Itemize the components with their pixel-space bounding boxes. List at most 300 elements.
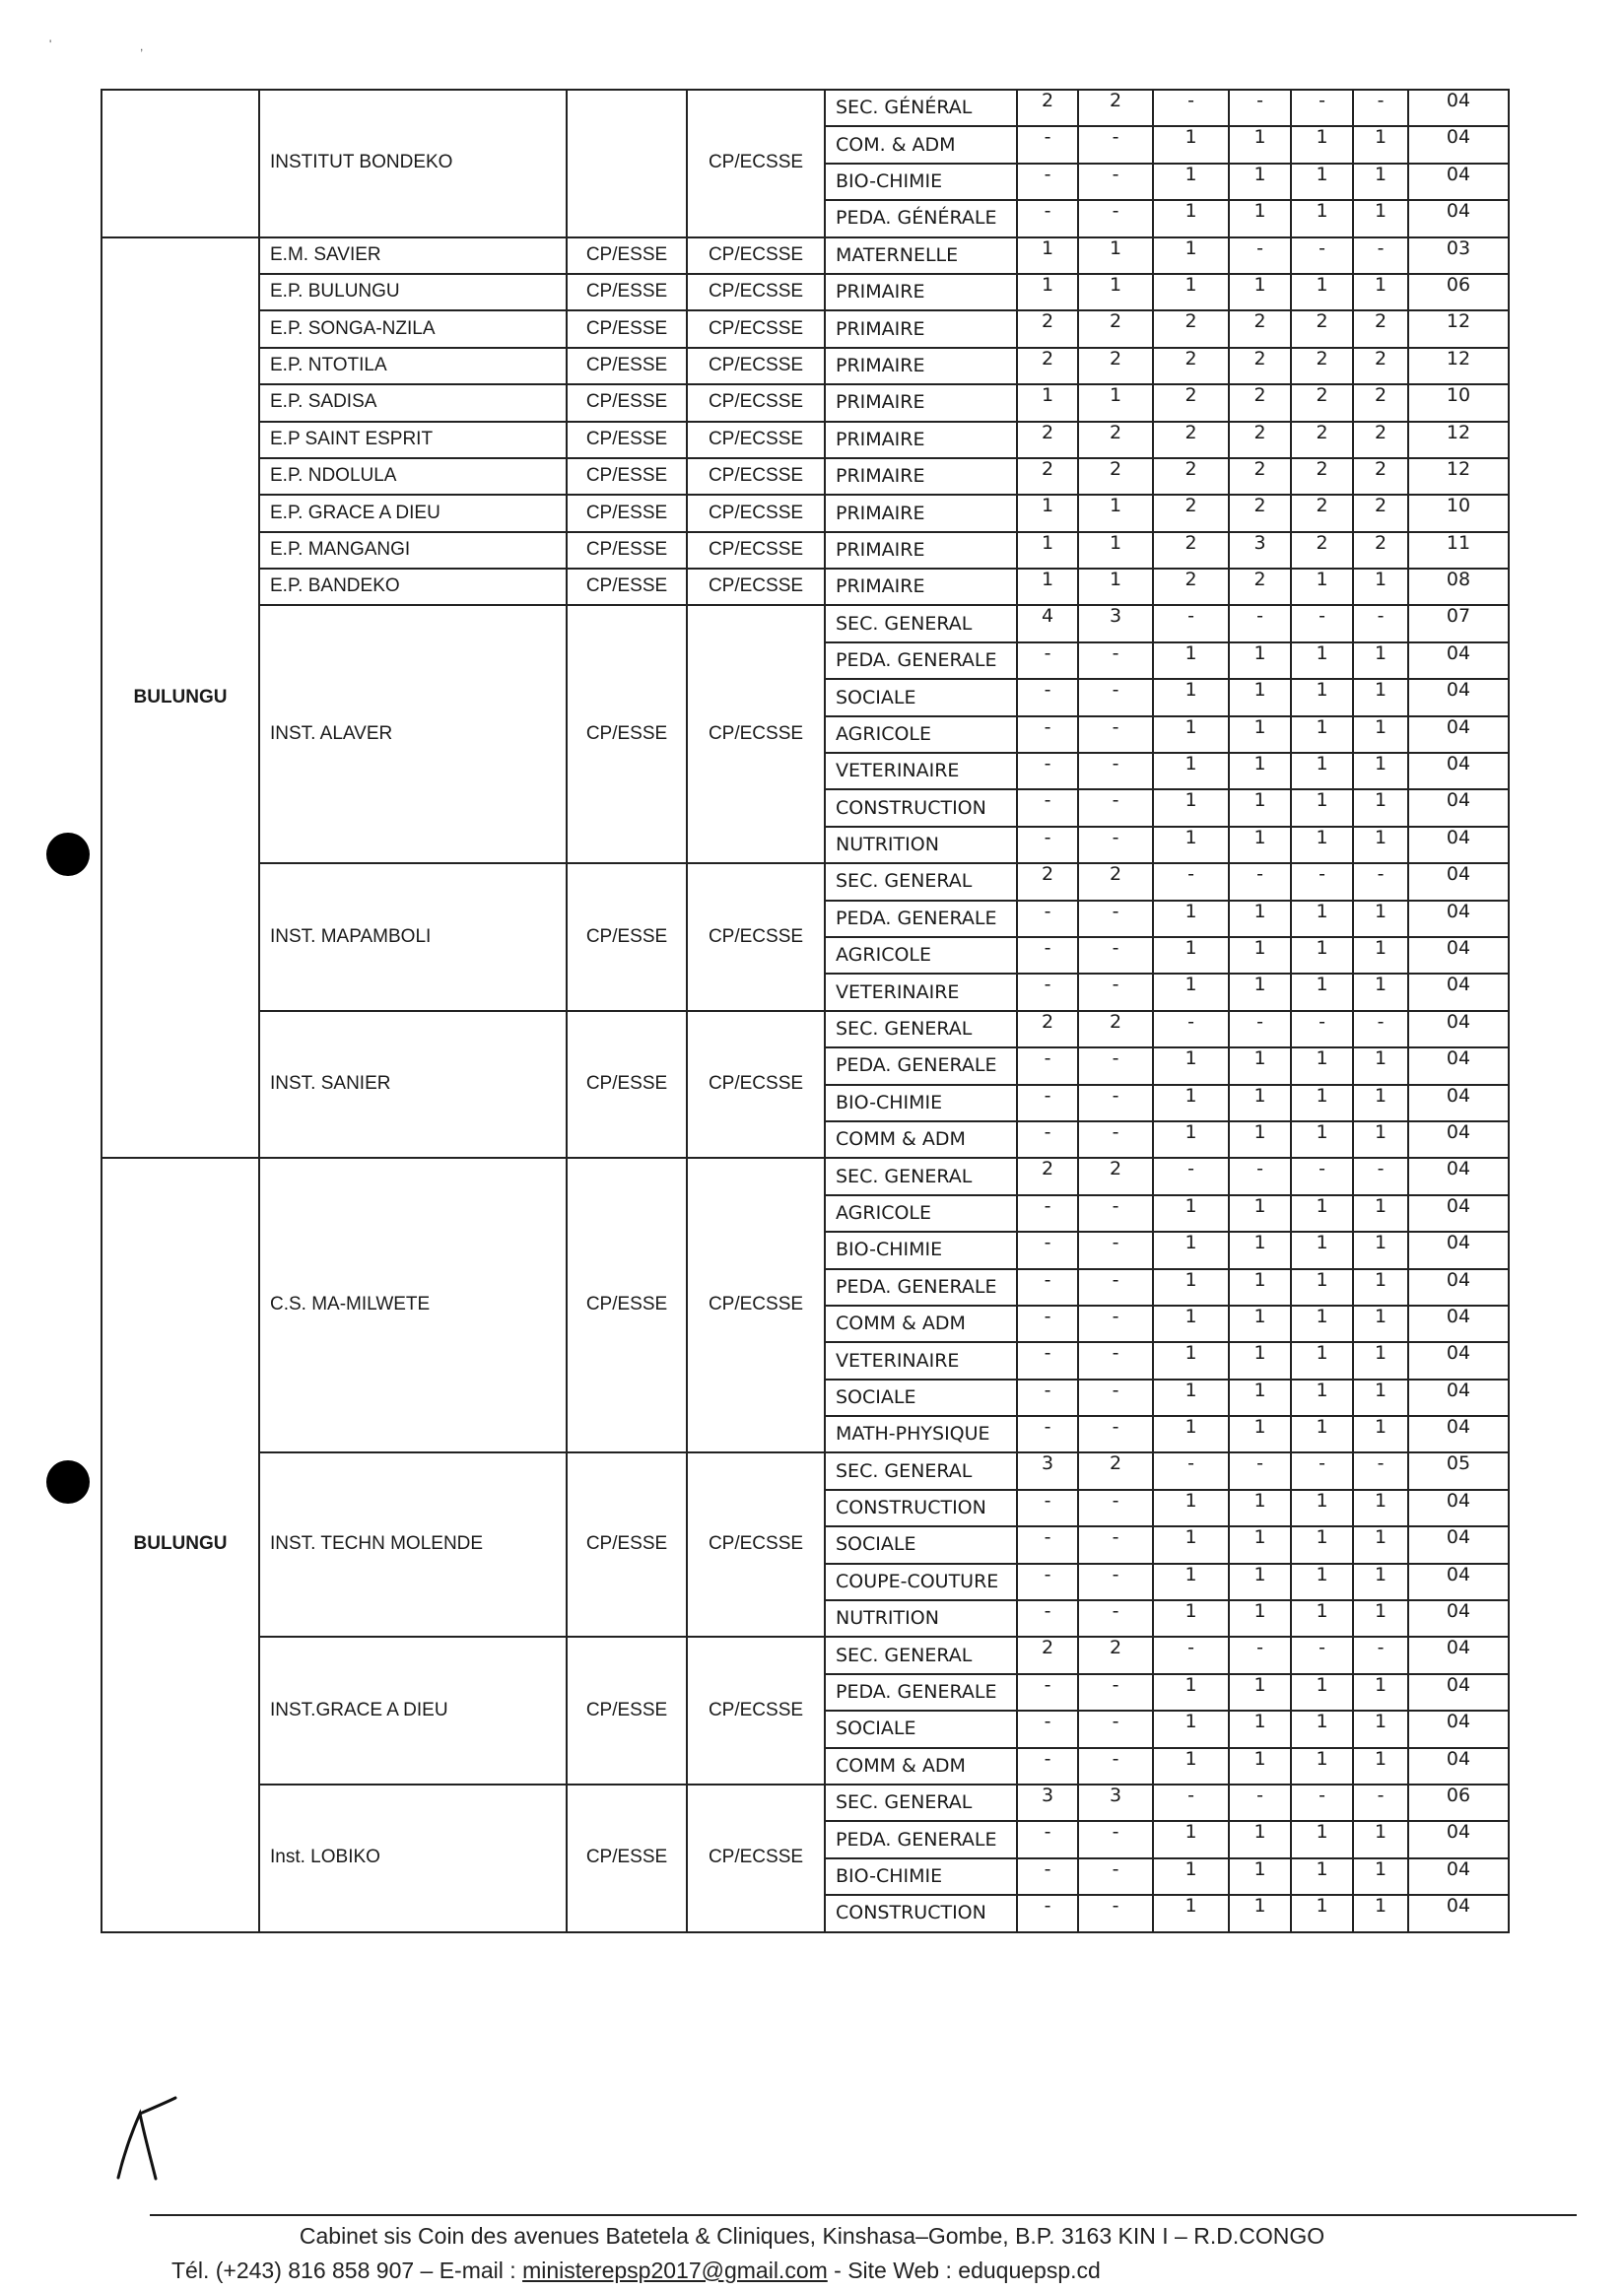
count-cell: 2 — [1078, 458, 1153, 495]
count-cell: - — [1353, 1637, 1408, 1673]
count-cell: 1 — [1153, 1490, 1229, 1526]
count-cell: - — [1078, 974, 1153, 1010]
count-cell: - — [1017, 679, 1078, 715]
count-cell: 2 — [1291, 384, 1353, 421]
option-cell: PEDA. GENERALE — [825, 1269, 1017, 1306]
count-cell: 1 — [1291, 1674, 1353, 1711]
footer-email-link[interactable]: ministerepsp2017@gmail.com — [522, 2257, 828, 2283]
count-cell: 1 — [1229, 937, 1291, 974]
count-cell: 1 — [1153, 1380, 1229, 1416]
count-cell: 1 — [1353, 716, 1408, 753]
option-cell: PRIMAIRE — [825, 422, 1017, 458]
count-cell: 1 — [1229, 1306, 1291, 1342]
count-cell: 1 — [1078, 532, 1153, 569]
total-cell: 04 — [1408, 90, 1509, 126]
count-cell: 1 — [1229, 716, 1291, 753]
school-name-cell: INST. TECHN MOLENDE — [259, 1452, 567, 1637]
count-cell: 2 — [1078, 1637, 1153, 1673]
count-cell: 3 — [1078, 1785, 1153, 1821]
total-cell: 04 — [1408, 679, 1509, 715]
count-cell: 1 — [1353, 1195, 1408, 1232]
count-cell: 1 — [1353, 1047, 1408, 1084]
count-cell: 2 — [1153, 569, 1229, 605]
count-cell: 2 — [1229, 348, 1291, 384]
option-cell: PEDA. GENERALE — [825, 1674, 1017, 1711]
scan-mark: ' — [49, 37, 52, 51]
option-cell: SEC. GENERAL — [825, 605, 1017, 641]
school-name-cell: INSTITUT BONDEKO — [259, 90, 567, 237]
total-cell: 12 — [1408, 310, 1509, 347]
total-cell: 04 — [1408, 1416, 1509, 1452]
count-cell: 1 — [1291, 789, 1353, 826]
count-cell: 1 — [1153, 1858, 1229, 1895]
count-cell: - — [1017, 1085, 1078, 1121]
total-cell: 08 — [1408, 569, 1509, 605]
cp-esse-cell: CP/ESSE — [567, 1452, 687, 1637]
count-cell: - — [1017, 753, 1078, 789]
count-cell: 1 — [1353, 789, 1408, 826]
option-cell: SEC. GENERAL — [825, 1011, 1017, 1047]
total-cell: 04 — [1408, 901, 1509, 937]
table-row — [102, 863, 1509, 900]
count-cell: 1 — [1229, 974, 1291, 1010]
count-cell: - — [1078, 1085, 1153, 1121]
total-cell: 04 — [1408, 642, 1509, 679]
count-cell: - — [1078, 1342, 1153, 1379]
count-cell: - — [1229, 237, 1291, 274]
count-cell: 1 — [1229, 1674, 1291, 1711]
count-cell: 2 — [1017, 1158, 1078, 1194]
count-cell: 2 — [1353, 532, 1408, 569]
count-cell: 1 — [1229, 1342, 1291, 1379]
count-cell: 2 — [1229, 569, 1291, 605]
count-cell: 1 — [1353, 974, 1408, 1010]
count-cell: 1 — [1291, 1232, 1353, 1268]
count-cell: - — [1017, 1306, 1078, 1342]
count-cell: - — [1017, 200, 1078, 236]
count-cell: - — [1017, 642, 1078, 679]
count-cell: 1 — [1353, 937, 1408, 974]
count-cell: 1 — [1353, 679, 1408, 715]
total-cell: 04 — [1408, 1674, 1509, 1711]
count-cell: 1 — [1229, 274, 1291, 310]
count-cell: - — [1078, 164, 1153, 200]
count-cell: 1 — [1153, 642, 1229, 679]
count-cell: 1 — [1291, 827, 1353, 863]
count-cell: 2 — [1291, 348, 1353, 384]
total-cell: 04 — [1408, 1380, 1509, 1416]
count-cell: 1 — [1229, 1858, 1291, 1895]
option-cell: PRIMAIRE — [825, 384, 1017, 421]
option-cell: PRIMAIRE — [825, 348, 1017, 384]
count-cell: - — [1353, 1452, 1408, 1489]
count-cell: - — [1153, 1637, 1229, 1673]
count-cell: - — [1078, 1748, 1153, 1785]
option-cell: PRIMAIRE — [825, 458, 1017, 495]
count-cell: 1 — [1353, 164, 1408, 200]
count-cell: 1 — [1353, 827, 1408, 863]
count-cell: - — [1153, 1452, 1229, 1489]
count-cell: 1 — [1229, 1711, 1291, 1747]
count-cell: 2 — [1017, 422, 1078, 458]
option-cell: VETERINAIRE — [825, 1342, 1017, 1379]
count-cell: 1 — [1291, 1121, 1353, 1158]
count-cell: 2 — [1291, 422, 1353, 458]
count-cell: 1 — [1229, 679, 1291, 715]
table-row — [102, 1785, 1509, 1821]
count-cell: 1 — [1153, 679, 1229, 715]
count-cell: - — [1078, 1121, 1153, 1158]
count-cell: 1 — [1291, 164, 1353, 200]
count-cell: - — [1017, 164, 1078, 200]
cp-esse-cell — [567, 90, 687, 237]
count-cell: - — [1291, 1785, 1353, 1821]
count-cell: 1 — [1229, 126, 1291, 163]
total-cell: 04 — [1408, 1158, 1509, 1194]
count-cell: 1 — [1229, 1047, 1291, 1084]
count-cell: 2 — [1291, 495, 1353, 531]
count-cell: 1 — [1229, 789, 1291, 826]
count-cell: 1 — [1078, 495, 1153, 531]
signature-mark — [110, 2094, 179, 2183]
total-cell: 04 — [1408, 937, 1509, 974]
total-cell: 04 — [1408, 1306, 1509, 1342]
count-cell: 2 — [1153, 348, 1229, 384]
count-cell: - — [1153, 1158, 1229, 1194]
count-cell: - — [1017, 1564, 1078, 1600]
cp-ecsse-cell: CP/ECSSE — [687, 532, 825, 569]
count-cell: - — [1017, 1380, 1078, 1416]
count-cell: - — [1353, 863, 1408, 900]
count-cell: - — [1078, 1564, 1153, 1600]
cp-esse-cell: CP/ESSE — [567, 495, 687, 531]
location-cell: BULUNGU — [102, 1158, 259, 1931]
count-cell: 1 — [1229, 827, 1291, 863]
total-cell: 04 — [1408, 1821, 1509, 1857]
count-cell: 1 — [1229, 1564, 1291, 1600]
cp-esse-cell: CP/ESSE — [567, 348, 687, 384]
cp-ecsse-cell: CP/ECSSE — [687, 495, 825, 531]
footer-website: - Site Web : eduquepsp.cd — [827, 2257, 1101, 2283]
total-cell: 05 — [1408, 1452, 1509, 1489]
count-cell: - — [1291, 863, 1353, 900]
count-cell: - — [1078, 1269, 1153, 1306]
count-cell: 3 — [1229, 532, 1291, 569]
school-name-cell: E.P. BANDEKO — [259, 569, 567, 605]
count-cell: 1 — [1078, 274, 1153, 310]
count-cell: 1 — [1229, 1490, 1291, 1526]
count-cell: - — [1078, 937, 1153, 974]
count-cell: 2 — [1153, 422, 1229, 458]
option-cell: SEC. GENERAL — [825, 1158, 1017, 1194]
count-cell: 2 — [1017, 458, 1078, 495]
footer-divider — [150, 2214, 1577, 2216]
count-cell: - — [1078, 1047, 1153, 1084]
count-cell: - — [1017, 1047, 1078, 1084]
total-cell: 10 — [1408, 384, 1509, 421]
count-cell: 1 — [1229, 1416, 1291, 1452]
option-cell: BIO-CHIMIE — [825, 1085, 1017, 1121]
school-name-cell: INST. MAPAMBOLI — [259, 863, 567, 1011]
table-row — [102, 422, 1509, 458]
count-cell: 1 — [1153, 126, 1229, 163]
count-cell: - — [1017, 1526, 1078, 1563]
count-cell: 1 — [1291, 1490, 1353, 1526]
count-cell: - — [1229, 90, 1291, 126]
school-name-cell: E.P. SADISA — [259, 384, 567, 421]
table-row — [102, 1158, 1509, 1194]
count-cell: - — [1078, 827, 1153, 863]
cp-ecsse-cell: CP/ECSSE — [687, 605, 825, 863]
count-cell: 2 — [1353, 458, 1408, 495]
count-cell: - — [1017, 1416, 1078, 1452]
option-cell: NUTRITION — [825, 827, 1017, 863]
cp-ecsse-cell: CP/ECSSE — [687, 1785, 825, 1932]
table-row — [102, 495, 1509, 531]
school-name-cell: E.M. SAVIER — [259, 237, 567, 274]
count-cell: - — [1353, 1785, 1408, 1821]
count-cell: - — [1291, 605, 1353, 641]
cp-ecsse-cell: CP/ECSSE — [687, 237, 825, 274]
count-cell: 2 — [1017, 90, 1078, 126]
table-row — [102, 1637, 1509, 1673]
count-cell: 1 — [1353, 1895, 1408, 1931]
count-cell: 1 — [1229, 1600, 1291, 1637]
count-cell: 2 — [1291, 532, 1353, 569]
total-cell: 06 — [1408, 274, 1509, 310]
count-cell: 2 — [1229, 384, 1291, 421]
count-cell: 1 — [1229, 1821, 1291, 1857]
option-cell: SOCIALE — [825, 1380, 1017, 1416]
option-cell: PEDA. GENERALE — [825, 642, 1017, 679]
total-cell: 04 — [1408, 1748, 1509, 1785]
count-cell: 1 — [1291, 716, 1353, 753]
total-cell: 04 — [1408, 1637, 1509, 1673]
total-cell: 04 — [1408, 1269, 1509, 1306]
count-cell: - — [1078, 1526, 1153, 1563]
count-cell: 2 — [1229, 495, 1291, 531]
count-cell: - — [1017, 1269, 1078, 1306]
count-cell: - — [1078, 716, 1153, 753]
footer-address: Cabinet sis Coin des avenues Batetela & Cliniques, Kinshasa–Gombe, B.P. 3163 KIN I – R.D.CONGO — [299, 2223, 1325, 2249]
total-cell: 04 — [1408, 716, 1509, 753]
punch-hole — [46, 1460, 90, 1504]
count-cell: 1 — [1078, 569, 1153, 605]
count-cell: 2 — [1153, 384, 1229, 421]
total-cell: 12 — [1408, 348, 1509, 384]
count-cell: 1 — [1353, 1858, 1408, 1895]
count-cell: - — [1229, 605, 1291, 641]
count-cell: - — [1078, 1416, 1153, 1452]
count-cell: 1 — [1353, 126, 1408, 163]
count-cell: 1 — [1078, 384, 1153, 421]
count-cell: 1 — [1153, 1674, 1229, 1711]
cp-esse-cell: CP/ESSE — [567, 569, 687, 605]
count-cell: - — [1017, 1232, 1078, 1268]
count-cell: 1 — [1353, 1600, 1408, 1637]
option-cell: PRIMAIRE — [825, 569, 1017, 605]
count-cell: - — [1078, 1380, 1153, 1416]
count-cell: 1 — [1353, 1416, 1408, 1452]
count-cell: 1 — [1153, 937, 1229, 974]
count-cell: - — [1017, 1711, 1078, 1747]
count-cell: 2 — [1078, 1452, 1153, 1489]
count-cell: 1 — [1353, 569, 1408, 605]
footer-contact — [171, 2257, 1101, 2284]
count-cell: - — [1017, 1895, 1078, 1931]
count-cell: - — [1078, 1490, 1153, 1526]
count-cell: 2 — [1017, 348, 1078, 384]
option-cell: COMM & ADM — [825, 1121, 1017, 1158]
count-cell: 1 — [1153, 1748, 1229, 1785]
count-cell: 1 — [1353, 1748, 1408, 1785]
count-cell: - — [1291, 1637, 1353, 1673]
count-cell: - — [1078, 1232, 1153, 1268]
option-cell: SEC. GÉNÉRAL — [825, 90, 1017, 126]
count-cell: - — [1078, 1895, 1153, 1931]
total-cell: 04 — [1408, 200, 1509, 236]
count-cell: 1 — [1153, 1195, 1229, 1232]
cp-esse-cell: CP/ESSE — [567, 863, 687, 1011]
count-cell: - — [1153, 1011, 1229, 1047]
count-cell: - — [1017, 1748, 1078, 1785]
count-cell: 1 — [1229, 1748, 1291, 1785]
cp-ecsse-cell: CP/ECSSE — [687, 1011, 825, 1159]
count-cell: 1 — [1153, 1895, 1229, 1931]
count-cell: - — [1229, 1637, 1291, 1673]
count-cell: 1 — [1017, 274, 1078, 310]
count-cell: - — [1353, 237, 1408, 274]
count-cell: 1 — [1291, 1858, 1353, 1895]
count-cell: 1 — [1353, 200, 1408, 236]
count-cell: 1 — [1291, 274, 1353, 310]
total-cell: 04 — [1408, 1121, 1509, 1158]
count-cell: 1 — [1229, 1895, 1291, 1931]
total-cell: 04 — [1408, 753, 1509, 789]
count-cell: - — [1078, 1674, 1153, 1711]
count-cell: 2 — [1017, 863, 1078, 900]
total-cell: 04 — [1408, 1342, 1509, 1379]
count-cell: 1 — [1153, 1526, 1229, 1563]
table-row — [102, 310, 1509, 347]
count-cell: 1 — [1291, 569, 1353, 605]
cp-ecsse-cell: CP/ECSSE — [687, 274, 825, 310]
total-cell: 04 — [1408, 1490, 1509, 1526]
count-cell: - — [1017, 1674, 1078, 1711]
count-cell: 2 — [1153, 495, 1229, 531]
count-cell: 1 — [1291, 937, 1353, 974]
total-cell: 04 — [1408, 126, 1509, 163]
table-row — [102, 237, 1509, 274]
total-cell: 04 — [1408, 1711, 1509, 1747]
count-cell: - — [1353, 90, 1408, 126]
table-row — [102, 1452, 1509, 1489]
count-cell: - — [1078, 901, 1153, 937]
count-cell: 1 — [1291, 1895, 1353, 1931]
count-cell: - — [1017, 1490, 1078, 1526]
count-cell: 1 — [1017, 495, 1078, 531]
table-row — [102, 384, 1509, 421]
count-cell: 1 — [1229, 1526, 1291, 1563]
count-cell: 1 — [1153, 1821, 1229, 1857]
count-cell: 1 — [1229, 753, 1291, 789]
cp-ecsse-cell: CP/ECSSE — [687, 90, 825, 237]
count-cell: 1 — [1153, 827, 1229, 863]
location-cell: BULUNGU — [102, 237, 259, 1159]
count-cell: 2 — [1353, 310, 1408, 347]
count-cell: 1 — [1291, 1748, 1353, 1785]
count-cell: 1 — [1078, 237, 1153, 274]
cp-ecsse-cell: CP/ECSSE — [687, 1452, 825, 1637]
count-cell: 1 — [1153, 164, 1229, 200]
count-cell: 2 — [1353, 422, 1408, 458]
count-cell: 1 — [1153, 1416, 1229, 1452]
count-cell: - — [1078, 1600, 1153, 1637]
school-name-cell: E.P. MANGANGI — [259, 532, 567, 569]
count-cell: 1 — [1291, 901, 1353, 937]
cp-esse-cell: CP/ESSE — [567, 532, 687, 569]
option-cell: CONSTRUCTION — [825, 1895, 1017, 1931]
school-name-cell: E.P. BULUNGU — [259, 274, 567, 310]
staffing-table — [101, 89, 1510, 1933]
count-cell: - — [1078, 1195, 1153, 1232]
count-cell: - — [1017, 1121, 1078, 1158]
option-cell: SEC. GENERAL — [825, 1637, 1017, 1673]
count-cell: - — [1291, 1011, 1353, 1047]
count-cell: - — [1291, 237, 1353, 274]
count-cell: 2 — [1153, 310, 1229, 347]
count-cell: - — [1017, 789, 1078, 826]
total-cell: 04 — [1408, 1011, 1509, 1047]
count-cell: 1 — [1153, 1711, 1229, 1747]
count-cell: - — [1017, 1600, 1078, 1637]
total-cell: 11 — [1408, 532, 1509, 569]
option-cell: PRIMAIRE — [825, 310, 1017, 347]
count-cell: 1 — [1153, 274, 1229, 310]
count-cell: 1 — [1153, 716, 1229, 753]
count-cell: - — [1353, 605, 1408, 641]
count-cell: 1 — [1353, 274, 1408, 310]
count-cell: - — [1017, 1342, 1078, 1379]
count-cell: 1 — [1353, 642, 1408, 679]
total-cell: 03 — [1408, 237, 1509, 274]
count-cell: 2 — [1353, 495, 1408, 531]
count-cell: 2 — [1078, 90, 1153, 126]
total-cell: 06 — [1408, 1785, 1509, 1821]
count-cell: 1 — [1291, 1600, 1353, 1637]
count-cell: 2 — [1353, 348, 1408, 384]
count-cell: 1 — [1353, 1821, 1408, 1857]
table-row — [102, 605, 1509, 641]
option-cell: SOCIALE — [825, 679, 1017, 715]
count-cell: 2 — [1291, 310, 1353, 347]
count-cell: 1 — [1353, 1269, 1408, 1306]
count-cell: 1 — [1153, 1564, 1229, 1600]
count-cell: 1 — [1353, 1232, 1408, 1268]
count-cell: 1 — [1229, 200, 1291, 236]
count-cell: 1 — [1153, 1232, 1229, 1268]
count-cell: 1 — [1291, 642, 1353, 679]
count-cell: 2 — [1017, 310, 1078, 347]
total-cell: 10 — [1408, 495, 1509, 531]
punch-hole — [46, 833, 90, 876]
count-cell: - — [1153, 90, 1229, 126]
count-cell: 1 — [1229, 1269, 1291, 1306]
count-cell: - — [1078, 1821, 1153, 1857]
count-cell: - — [1017, 827, 1078, 863]
option-cell: PEDA. GENERALE — [825, 1047, 1017, 1084]
cp-ecsse-cell: CP/ECSSE — [687, 310, 825, 347]
